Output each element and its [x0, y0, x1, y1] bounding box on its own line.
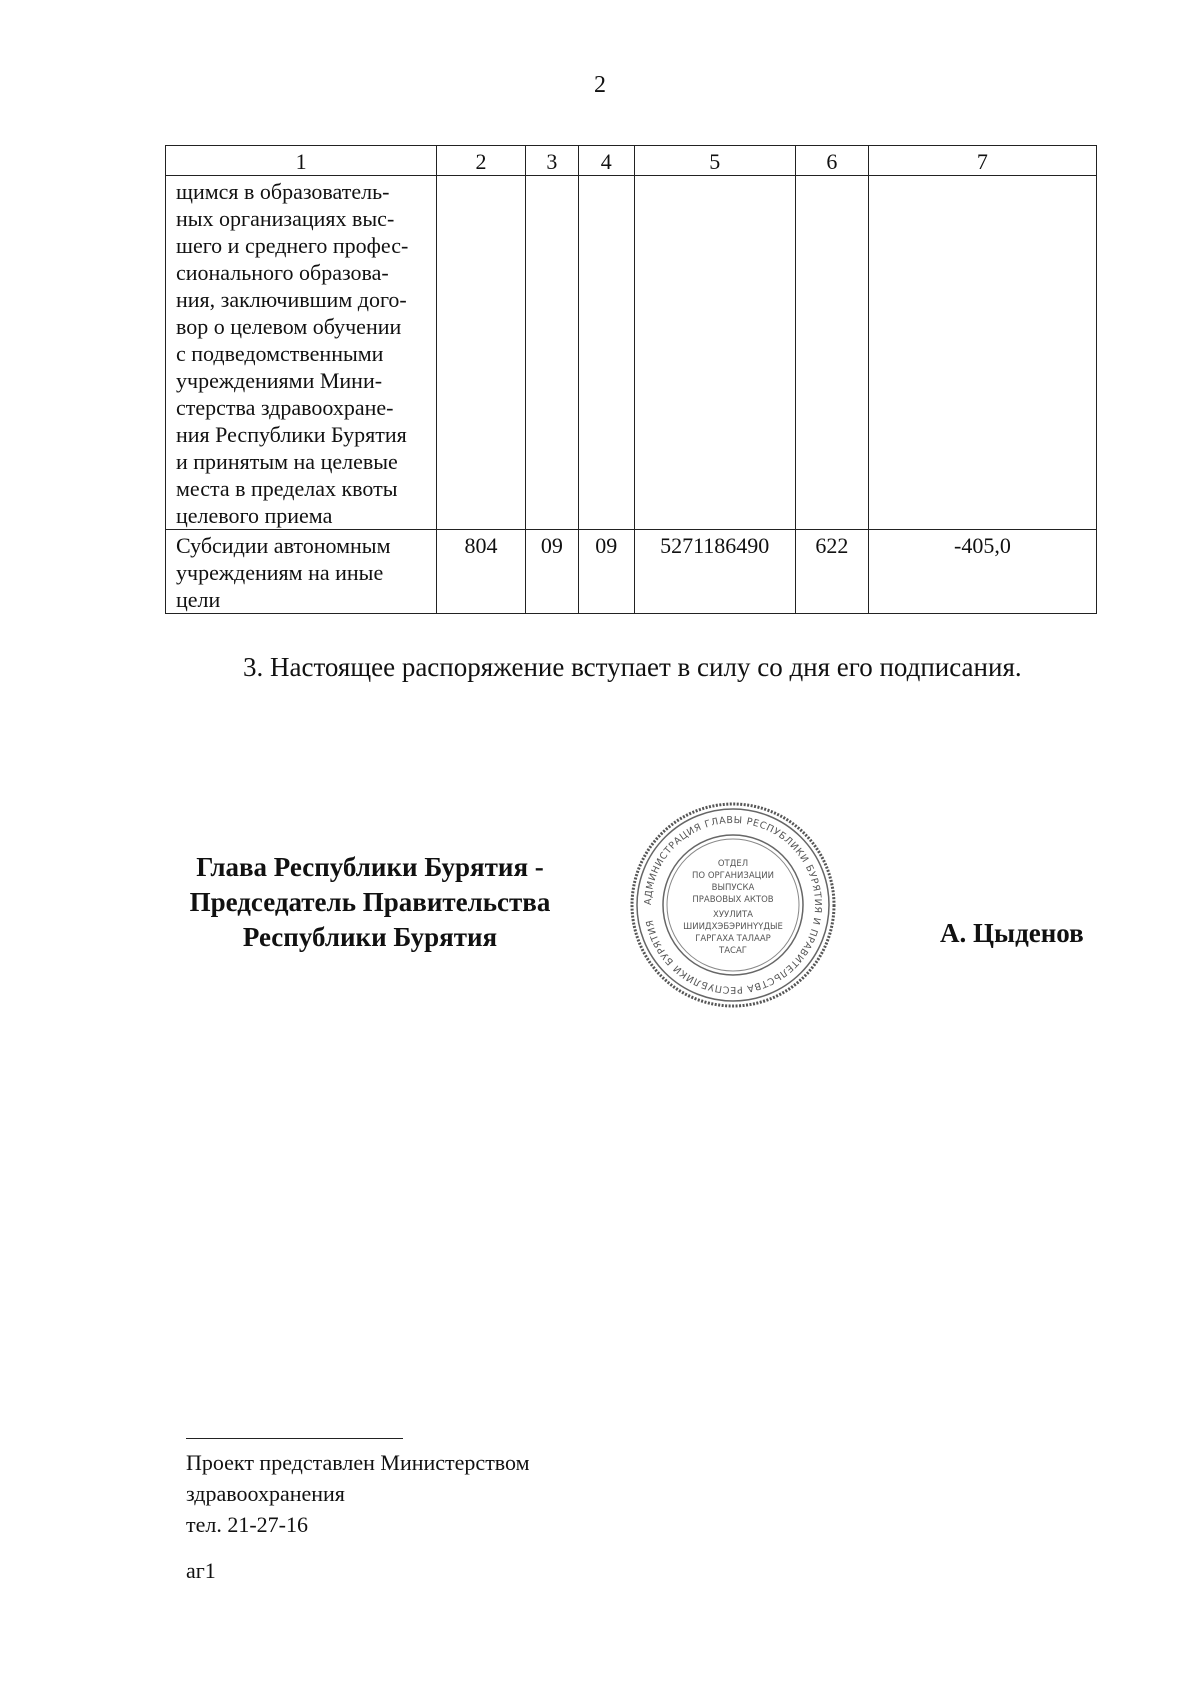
- description-line: учреждениям на иные: [176, 560, 384, 585]
- seal-center-line: ВЫПУСКА: [711, 883, 755, 893]
- cell-col-5: 5271186490: [634, 530, 795, 614]
- header-col-2: 2: [437, 146, 525, 176]
- description-line: учреждениями Мини-: [176, 368, 383, 393]
- document-code: аг1: [186, 1558, 216, 1583]
- cell-col-6: 622: [795, 530, 868, 614]
- header-col-1: 1: [166, 146, 437, 176]
- header-col-7: 7: [868, 146, 1096, 176]
- description-line: стерства здравоохране-: [176, 395, 394, 420]
- header-col-3: 3: [525, 146, 578, 176]
- footnote-divider: [186, 1438, 403, 1439]
- seal-center-line: ПО ОРГАНИЗАЦИИ: [692, 871, 774, 881]
- description-line: и принятым на целевые: [176, 449, 398, 474]
- footnote-line: Проект представлен Министерством: [186, 1450, 530, 1475]
- cell-col-7: -405,0: [868, 530, 1096, 614]
- seal-center-line: ТАСАГ: [719, 946, 747, 956]
- description-line: щимся в образователь-: [176, 179, 390, 204]
- signer-name: А. Цыденов: [940, 918, 1084, 948]
- header-col-5: 5: [634, 146, 795, 176]
- seal-center-line: ОТДЕЛ: [717, 859, 749, 869]
- table-row: [166, 176, 1097, 530]
- seal-center-line: ПРАВОВЫХ АКТОВ: [692, 895, 774, 905]
- header-col-4: 4: [579, 146, 634, 176]
- cell-col-2: 804: [437, 530, 525, 614]
- budget-table: [165, 145, 1097, 614]
- seal-center-line: ХУУЛИТА: [713, 910, 753, 920]
- page-number: 2: [594, 72, 606, 98]
- cell-col-5: [634, 176, 795, 530]
- signer-title: [160, 850, 580, 955]
- description-line: Субсидии автономным: [176, 533, 391, 558]
- cell-col-3: [525, 176, 578, 530]
- seal-center-line: ГАРГАХА ТАЛААР: [695, 934, 771, 944]
- row-description: [166, 176, 437, 530]
- cell-col-2: [437, 176, 525, 530]
- description-line: ния, заключившим дого-: [176, 287, 407, 312]
- description-line: вор о целевом обучении: [176, 314, 402, 339]
- description-line: целевого приема: [176, 503, 333, 528]
- table-row: [166, 530, 1097, 614]
- description-line: ния Республики Бурятия: [176, 422, 407, 447]
- signer-title-line: Председатель Правительства: [189, 887, 551, 917]
- footnote-line: тел. 21-27-16: [186, 1512, 309, 1537]
- cell-col-6: [795, 176, 868, 530]
- description-line: ных организациях выс-: [176, 206, 395, 231]
- description-line: места в пределах квоты: [176, 476, 398, 501]
- clause-3: 3. Настоящее распоряжение вступает в силу со дня его подписания.: [243, 652, 1022, 682]
- description-line: цели: [176, 587, 221, 612]
- footnote-line: здравоохранения: [186, 1481, 345, 1506]
- description-line: с подведомственными: [176, 341, 384, 366]
- footnote: [186, 1447, 530, 1540]
- seal-ring-text: АДМИНИСТРАЦИЯ ГЛАВЫ РЕСПУБЛИКИ БУРЯТИЯ И ПРАВИТЕЛЬСТВА РЕСПУБЛИКИ БУРЯТИЯ: [642, 814, 824, 996]
- cell-col-7: [868, 176, 1096, 530]
- signer-title-line: Глава Республики Бурятия -: [196, 852, 544, 882]
- description-line: шего и среднего профес-: [176, 233, 409, 258]
- header-col-6: 6: [795, 146, 868, 176]
- cell-col-4: [579, 176, 634, 530]
- cell-col-4: 09: [579, 530, 634, 614]
- table-header-row: [166, 146, 1097, 176]
- row-description: [166, 530, 437, 614]
- official-seal: [628, 800, 838, 1010]
- cell-col-3: 09: [525, 530, 578, 614]
- seal-center-line: ШИИДХЭБЭРИНҮҮДЫЕ: [683, 922, 783, 932]
- signer-title-line: Республики Бурятия: [242, 922, 498, 952]
- description-line: сионального образова-: [176, 260, 389, 285]
